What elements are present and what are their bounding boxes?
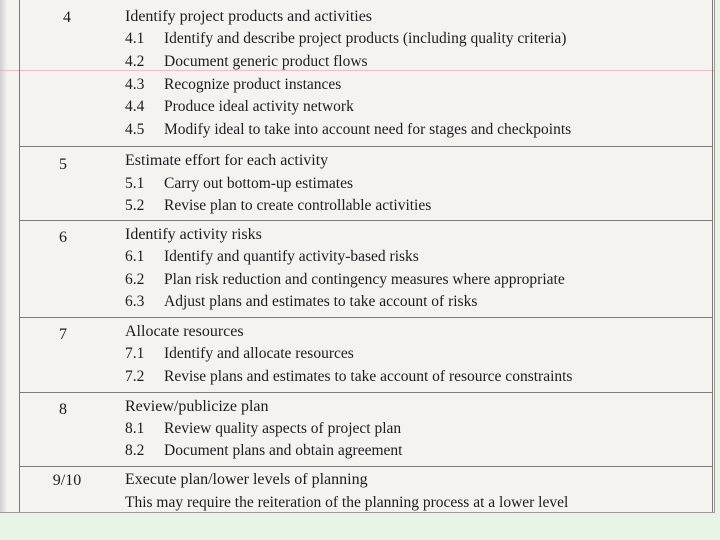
step-4-section — [20, 0, 712, 146]
step-title: Identify project products and activities — [125, 8, 373, 25]
sub-step — [125, 292, 477, 312]
sub-step-text: Review quality aspects of project plan — [164, 420, 402, 437]
step-number: 6 — [59, 229, 67, 246]
step-title: Review/publicize plan — [125, 398, 269, 415]
steps-table — [19, 0, 713, 512]
sub-step-text: Plan risk reduction and contingency measures where appropriate — [164, 271, 565, 288]
step-number: 7 — [59, 326, 67, 343]
sub-step — [125, 52, 368, 72]
step-7-section — [20, 317, 712, 392]
sub-step-number: 5.1 — [125, 175, 145, 192]
step-8-section — [20, 392, 712, 466]
step-title: Identify activity risks — [125, 226, 262, 243]
sub-step-number: 8.1 — [125, 420, 145, 437]
sub-step — [125, 419, 401, 439]
sub-step-text: Modify ideal to take into account need for stages and checkpoints — [164, 121, 572, 138]
sub-step-number: 7.2 — [125, 368, 145, 385]
sub-step-text: Revise plans and estimates to take account of resource constraints — [164, 368, 573, 385]
sub-step-number: 4.1 — [125, 30, 145, 47]
sub-step — [125, 367, 572, 387]
step-5-section — [20, 146, 712, 220]
sub-step-text: Recognize product instances — [164, 76, 342, 93]
sub-step-text: Document plans and obtain agreement — [164, 442, 403, 459]
sub-step-text: Produce ideal activity network — [164, 98, 354, 115]
sub-step-text: Identify and describe project products (including quality criteria) — [164, 30, 567, 47]
sub-step-number: 8.2 — [125, 442, 145, 459]
sub-step-text: Carry out bottom-up estimates — [164, 175, 353, 192]
step-title: Execute plan/lower levels of planning — [125, 471, 368, 488]
sub-step — [125, 97, 354, 117]
sub-step-text: Revise plan to create controllable activities — [164, 197, 432, 214]
sub-step-number: 4.5 — [125, 121, 145, 138]
sub-step — [125, 344, 354, 364]
sub-step — [125, 270, 565, 290]
sub-step-number: 5.2 — [125, 197, 145, 214]
sub-step-text: Identify and allocate resources — [164, 345, 354, 362]
sub-step-number: 6.3 — [125, 293, 145, 310]
sub-step — [125, 196, 431, 216]
sub-step — [125, 29, 566, 49]
step-title: Estimate effort for each activity — [125, 152, 329, 169]
step-6-section — [20, 220, 712, 317]
sub-step-number: 4.3 — [125, 76, 145, 93]
sub-step-text: Identify and quantify activity-based risks — [164, 248, 419, 265]
sub-step-text: Document generic product flows — [164, 53, 368, 70]
step-number: 9/10 — [52, 472, 82, 489]
step-note: This may require the reiteration of the planning process at a lower level — [125, 494, 569, 511]
sub-step-number: 4.2 — [125, 53, 145, 70]
sub-step-number: 7.1 — [125, 345, 145, 362]
step-number: 5 — [59, 156, 67, 173]
step-number: 4 — [63, 9, 71, 26]
sub-step — [125, 247, 419, 267]
sub-step-number: 4.4 — [125, 98, 145, 115]
sub-step-text: Adjust plans and estimates to take account of risks — [164, 293, 478, 310]
step-9-10-section — [20, 466, 712, 512]
sub-step — [125, 75, 341, 95]
sub-step-number: 6.1 — [125, 248, 145, 265]
step-title: Allocate resources — [125, 323, 244, 340]
sub-step-number: 6.2 — [125, 271, 145, 288]
sub-step — [125, 441, 402, 461]
sub-step — [125, 120, 571, 140]
sub-step — [125, 174, 353, 194]
step-number: 8 — [59, 401, 67, 418]
